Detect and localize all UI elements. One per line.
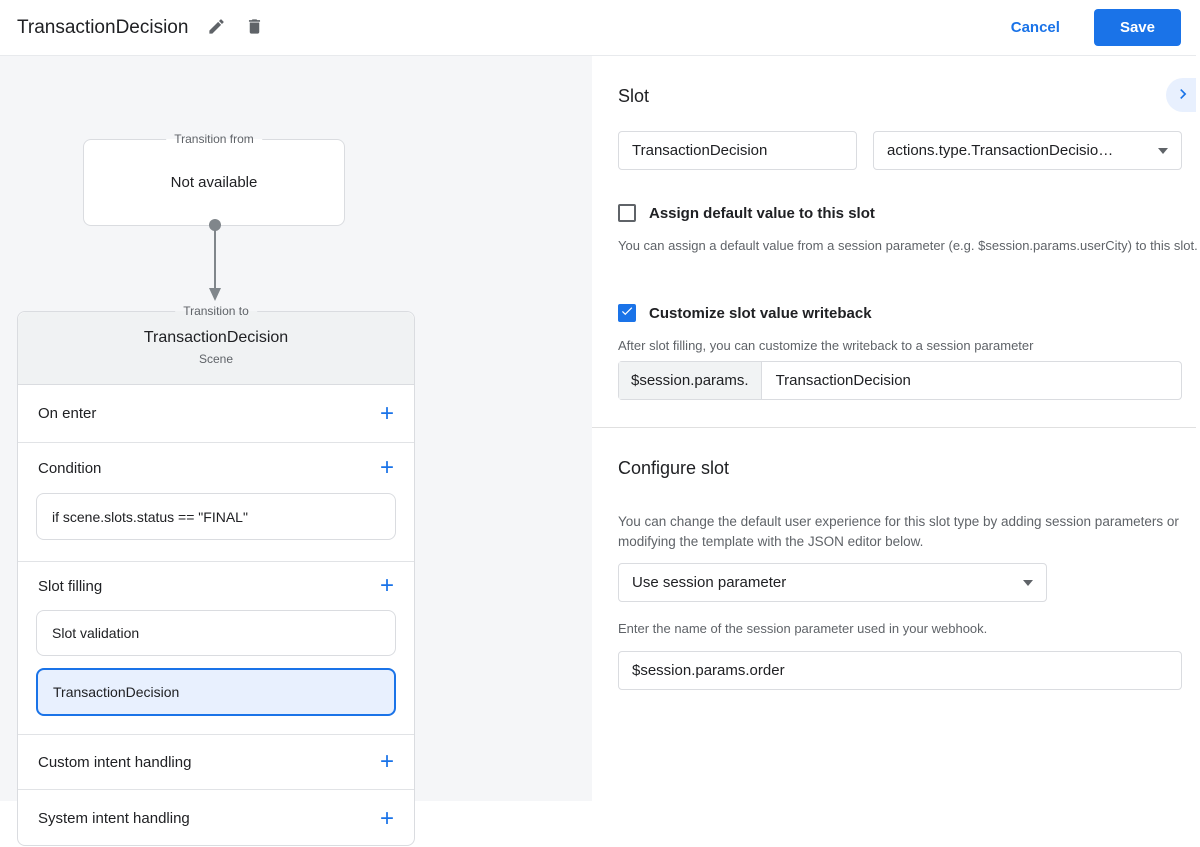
add-on-enter-button[interactable]: +: [379, 399, 394, 427]
slot-type-select[interactable]: [873, 131, 1182, 170]
assign-default-checkbox[interactable]: [618, 204, 636, 222]
condition-expression: if scene.slots.status == "FINAL": [52, 508, 248, 525]
slot-filling-label: Slot filling: [38, 577, 103, 595]
custom-intent-section: [18, 735, 414, 790]
slot-item-label: Slot validation: [52, 625, 140, 641]
slot-type-value: actions.type.TransactionDecisio…: [887, 142, 1114, 159]
transition-to-card: [17, 304, 415, 846]
slot-heading: Slot: [618, 86, 650, 106]
delete-scene-button[interactable]: [240, 14, 268, 42]
scene-diagram-panel: [0, 56, 592, 832]
configure-slot-description: You can change the default user experience for this slot type by adding session parameters or modifying the template with the JSON editor below.: [618, 514, 1179, 549]
system-intent-section: [18, 790, 414, 847]
slot-detail-panel: [592, 56, 1196, 801]
writeback-param-value[interactable]: TransactionDecision: [775, 372, 911, 389]
transition-to-legend: Transition to: [175, 304, 257, 318]
edit-title-button[interactable]: [202, 14, 230, 42]
slot-item-transaction-decision[interactable]: [36, 668, 396, 716]
transition-from-content: Not available: [170, 174, 258, 191]
custom-intent-label: Custom intent handling: [38, 753, 192, 771]
top-toolbar: [0, 0, 1196, 56]
system-intent-label: System intent handling: [38, 810, 190, 827]
header-actions: [1011, 9, 1196, 46]
checkmark-icon: [620, 304, 634, 323]
save-button[interactable]: Save: [1094, 9, 1181, 46]
transition-from-legend: Transition from: [166, 132, 262, 146]
session-param-input[interactable]: [618, 651, 1182, 690]
slot-item-validation[interactable]: [36, 610, 396, 656]
session-param-label: Enter the name of the session parameter used in your webhook.: [618, 621, 988, 636]
assign-default-description: You can assign a default value from a session parameter (e.g. $session.params.userCity) to this slot.: [618, 238, 1198, 253]
writeback-row: [618, 304, 872, 322]
add-slot-button[interactable]: +: [379, 572, 394, 599]
writeback-checkbox[interactable]: [618, 304, 636, 322]
add-system-intent-button[interactable]: +: [379, 804, 394, 832]
slot-name-value: TransactionDecision: [632, 142, 768, 159]
cancel-button[interactable]: Cancel: [1010, 19, 1060, 36]
scene-name: TransactionDecision: [143, 329, 289, 346]
pencil-icon: [207, 17, 226, 39]
on-enter-label: On enter: [38, 405, 97, 422]
add-custom-intent-button[interactable]: +: [379, 748, 394, 775]
slot-config-method-value: Use session parameter: [632, 574, 787, 591]
dropdown-arrow-icon: [1158, 148, 1168, 154]
slot-item-label: TransactionDecision: [53, 684, 180, 700]
page-title: TransactionDecision: [17, 16, 189, 38]
transition-from-box: [83, 132, 345, 226]
slot-config-method-select[interactable]: [618, 563, 1047, 602]
writeback-description: After slot filling, you can customize the writeback to a session parameter: [618, 338, 1034, 353]
assign-default-label: Assign default value to this slot: [649, 204, 875, 222]
section-divider: [592, 427, 1196, 428]
condition-label: Condition: [38, 459, 102, 477]
dropdown-arrow-icon: [1023, 580, 1033, 586]
writeback-param-input[interactable]: [618, 361, 1182, 400]
scene-type-label: Scene: [198, 352, 234, 366]
transition-arrow: [199, 218, 231, 303]
trash-icon: [245, 17, 264, 39]
slot-filling-section: [18, 562, 414, 735]
writeback-label: Customize slot value writeback: [649, 304, 872, 322]
condition-item[interactable]: [36, 493, 396, 540]
slot-name-input[interactable]: [618, 131, 857, 170]
configure-slot-heading: Configure slot: [618, 458, 730, 478]
session-params-prefix: $session.params.: [619, 362, 762, 399]
session-param-value: $session.params.order: [632, 662, 785, 679]
chevron-right-icon: [1173, 84, 1193, 107]
scene-card-header: [18, 312, 414, 385]
on-enter-section: [18, 385, 414, 443]
collapse-panel-button[interactable]: [1166, 78, 1196, 112]
add-condition-button[interactable]: +: [379, 454, 394, 481]
assign-default-row: [618, 204, 875, 222]
condition-section: [18, 443, 414, 562]
